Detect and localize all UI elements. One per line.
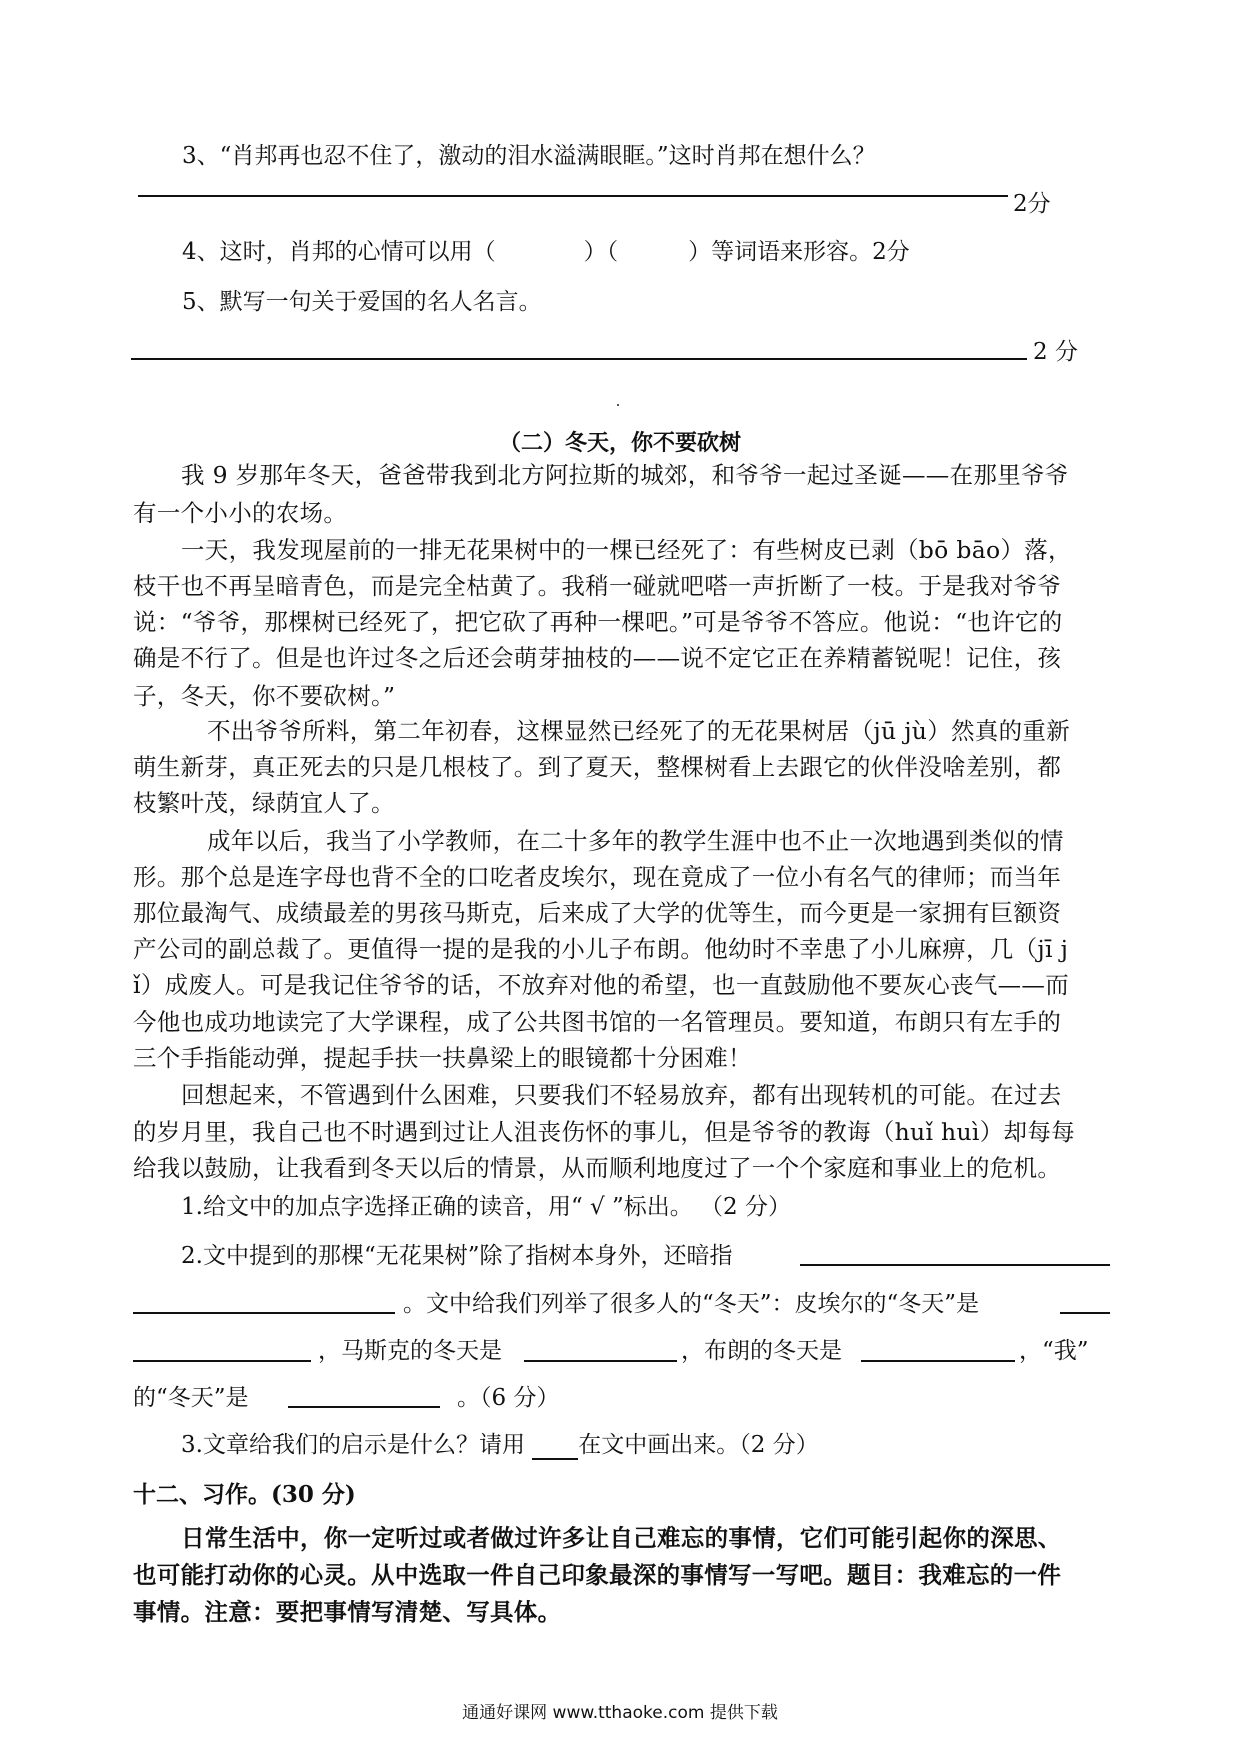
passage-question-3	[181, 1430, 819, 1460]
essay-prompt-line: 也可能打动你的心灵。从中选取一件自己印象最深的事情写一写吧。题目：我难忘的一件	[133, 1561, 1062, 1589]
passage-line: 枝干也不再呈暗青色，而是完全枯黄了。我稍一碰就吧嗒一声折断了一枝。于是我对爷爷	[133, 572, 1062, 600]
answer-blank-pierre-cont[interactable]	[133, 1360, 311, 1362]
question-4-text-b: ）（	[583, 239, 619, 265]
question-4-text-c: ）等词语来形容。2分	[688, 239, 910, 265]
passage-question-3-a: 3.文章给我们的启示是什么？请用	[181, 1432, 525, 1458]
page-footer: 通通好课网 www.tthaoke.com 提供下载	[462, 1703, 778, 1723]
question-4	[182, 237, 910, 267]
passage-line: 产公司的副总裁了。更值得一提的是我的小儿子布朗。他幼时不幸患了小儿麻痹，几（jī j	[133, 935, 1069, 963]
passage-line: 三个手指能动弹，提起手扶一扶鼻梁上的眼镜都十分困难！	[133, 1044, 752, 1072]
passage-line: 今他也成功地读完了大学课程，成了公共图书馆的一名管理员。要知道，布朗只有左手的	[133, 1008, 1062, 1036]
answer-blank-pierre[interactable]	[1060, 1312, 1110, 1314]
passage-line: 确是不行了。但是也许过冬之后还会萌芽抽枝的——说不定它正在养精蓄锐呢！记住，孩	[133, 644, 1062, 672]
passage-line: 说：“爷爷，那棵树已经死了，把它砍了再种一棵吧。”可是爷爷不答应。他说：“也许它的	[133, 608, 1063, 636]
passage-line: 萌生新芽，真正死去的只是几根枝了。到了夏天，整棵树看上去跟它的伙伴没啥差别，都	[133, 753, 1062, 781]
passage-question-3-b: 在文中画出来。（2 分）	[578, 1432, 819, 1458]
passage-question-2-g: 。（6 分）	[457, 1385, 560, 1411]
passage-line: 有一个小小的农场。	[133, 499, 348, 527]
passage-question-1: 1.给文中的加点字选择正确的读音，用“ √ ”标出。 （2 分）	[181, 1194, 791, 1220]
passage-question-2-d: ，布朗的冬天是	[681, 1338, 842, 1364]
essay-prompt-line: 日常生活中，你一定听过或者做过许多让自己难忘的事情，它们可能引起你的深思、	[181, 1524, 1062, 1552]
passage-line: 子，冬天，你不要砍树。”	[133, 682, 396, 710]
scan-speck	[617, 404, 619, 406]
score-q5: 2 分	[1033, 339, 1078, 365]
passage-question-2-b: 。文中给我们列举了很多人的“冬天”：皮埃尔的“冬天”是	[403, 1291, 980, 1317]
passage-question-2-c: ，马斯克的冬天是	[318, 1338, 502, 1364]
answer-blank-me[interactable]	[288, 1406, 440, 1408]
passage-line: 一天，我发现屋前的一排无花果树中的一棵已经死了：有些树皮已剥（bō bāo）落，	[181, 536, 1072, 564]
essay-prompt-line: 事情。注意：要把事情写清楚、写具体。	[133, 1598, 562, 1626]
passage-line: 的岁月里，我自己也不时遇到过让人沮丧伤怀的事儿，但是爷爷的教诲（huǐ huì）却每每	[133, 1118, 1075, 1146]
passage-line: 回想起来，不管遇到什么困难，只要我们不轻易放弃，都有出现转机的可能。在过去	[181, 1081, 1062, 1109]
answer-line-q3[interactable]	[138, 195, 1008, 197]
answer-line-q5[interactable]	[131, 358, 1027, 360]
passage-line: 给我以鼓励，让我看到冬天以后的情景，从而顺利地度过了一个个家庭和事业上的危机。	[133, 1154, 1062, 1182]
answer-blank-musk[interactable]	[524, 1360, 677, 1362]
passage-line: 形。那个总是连字母也背不全的口吃者皮埃尔，现在竟成了一位小有名气的律师；而当年	[133, 863, 1062, 891]
passage-line: ǐ）成废人。可是我记住爷爷的话，不放弃对他的希望，也一直鼓励他不要灰心丧气——而	[133, 971, 1070, 999]
passage-line: 我 9 岁那年冬天，爸爸带我到北方阿拉斯的城郊，和爷爷一起过圣诞——在那里爷爷	[181, 461, 1069, 489]
passage-question-2-e: ，“我”	[1019, 1338, 1089, 1364]
question-3: 3、“肖邦再也忍不住了，激动的泪水溢满眼眶。”这时肖邦在想什么？	[182, 143, 876, 169]
question-4-text-a: 4、这时，肖邦的心情可以用（	[182, 239, 496, 265]
answer-blank-tree-meaning-cont[interactable]	[133, 1312, 395, 1314]
answer-blank-tree-meaning[interactable]	[800, 1264, 1110, 1266]
passage-question-2-f: 的“冬天”是	[133, 1385, 249, 1411]
section-12-heading: 十二、习作。(30 分)	[133, 1481, 356, 1508]
passage-question-2-a: 2.文中提到的那棵“无花果树”除了指树本身外，还暗指	[181, 1243, 733, 1269]
underline-mark-sample	[532, 1434, 578, 1460]
passage-line: 不出爷爷所料，第二年初春，这棵显然已经死了的无花果树居（jū jù）然真的重新	[207, 717, 1071, 745]
answer-blank-brown[interactable]	[861, 1360, 1015, 1362]
passage-title: （二）冬天，你不要砍树	[498, 430, 741, 456]
passage-line: 成年以后，我当了小学教师，在二十多年的教学生涯中也不止一次地遇到类似的情	[207, 827, 1064, 855]
passage-line: 那位最淘气、成绩最差的男孩马斯克，后来成了大学的优等生，而今更是一家拥有巨额资	[133, 899, 1062, 927]
passage-line: 枝繁叶茂，绿荫宜人了。	[133, 789, 395, 817]
question-5: 5、默写一句关于爱国的名人名言。	[182, 289, 542, 315]
score-q3: 2分	[1013, 191, 1051, 217]
